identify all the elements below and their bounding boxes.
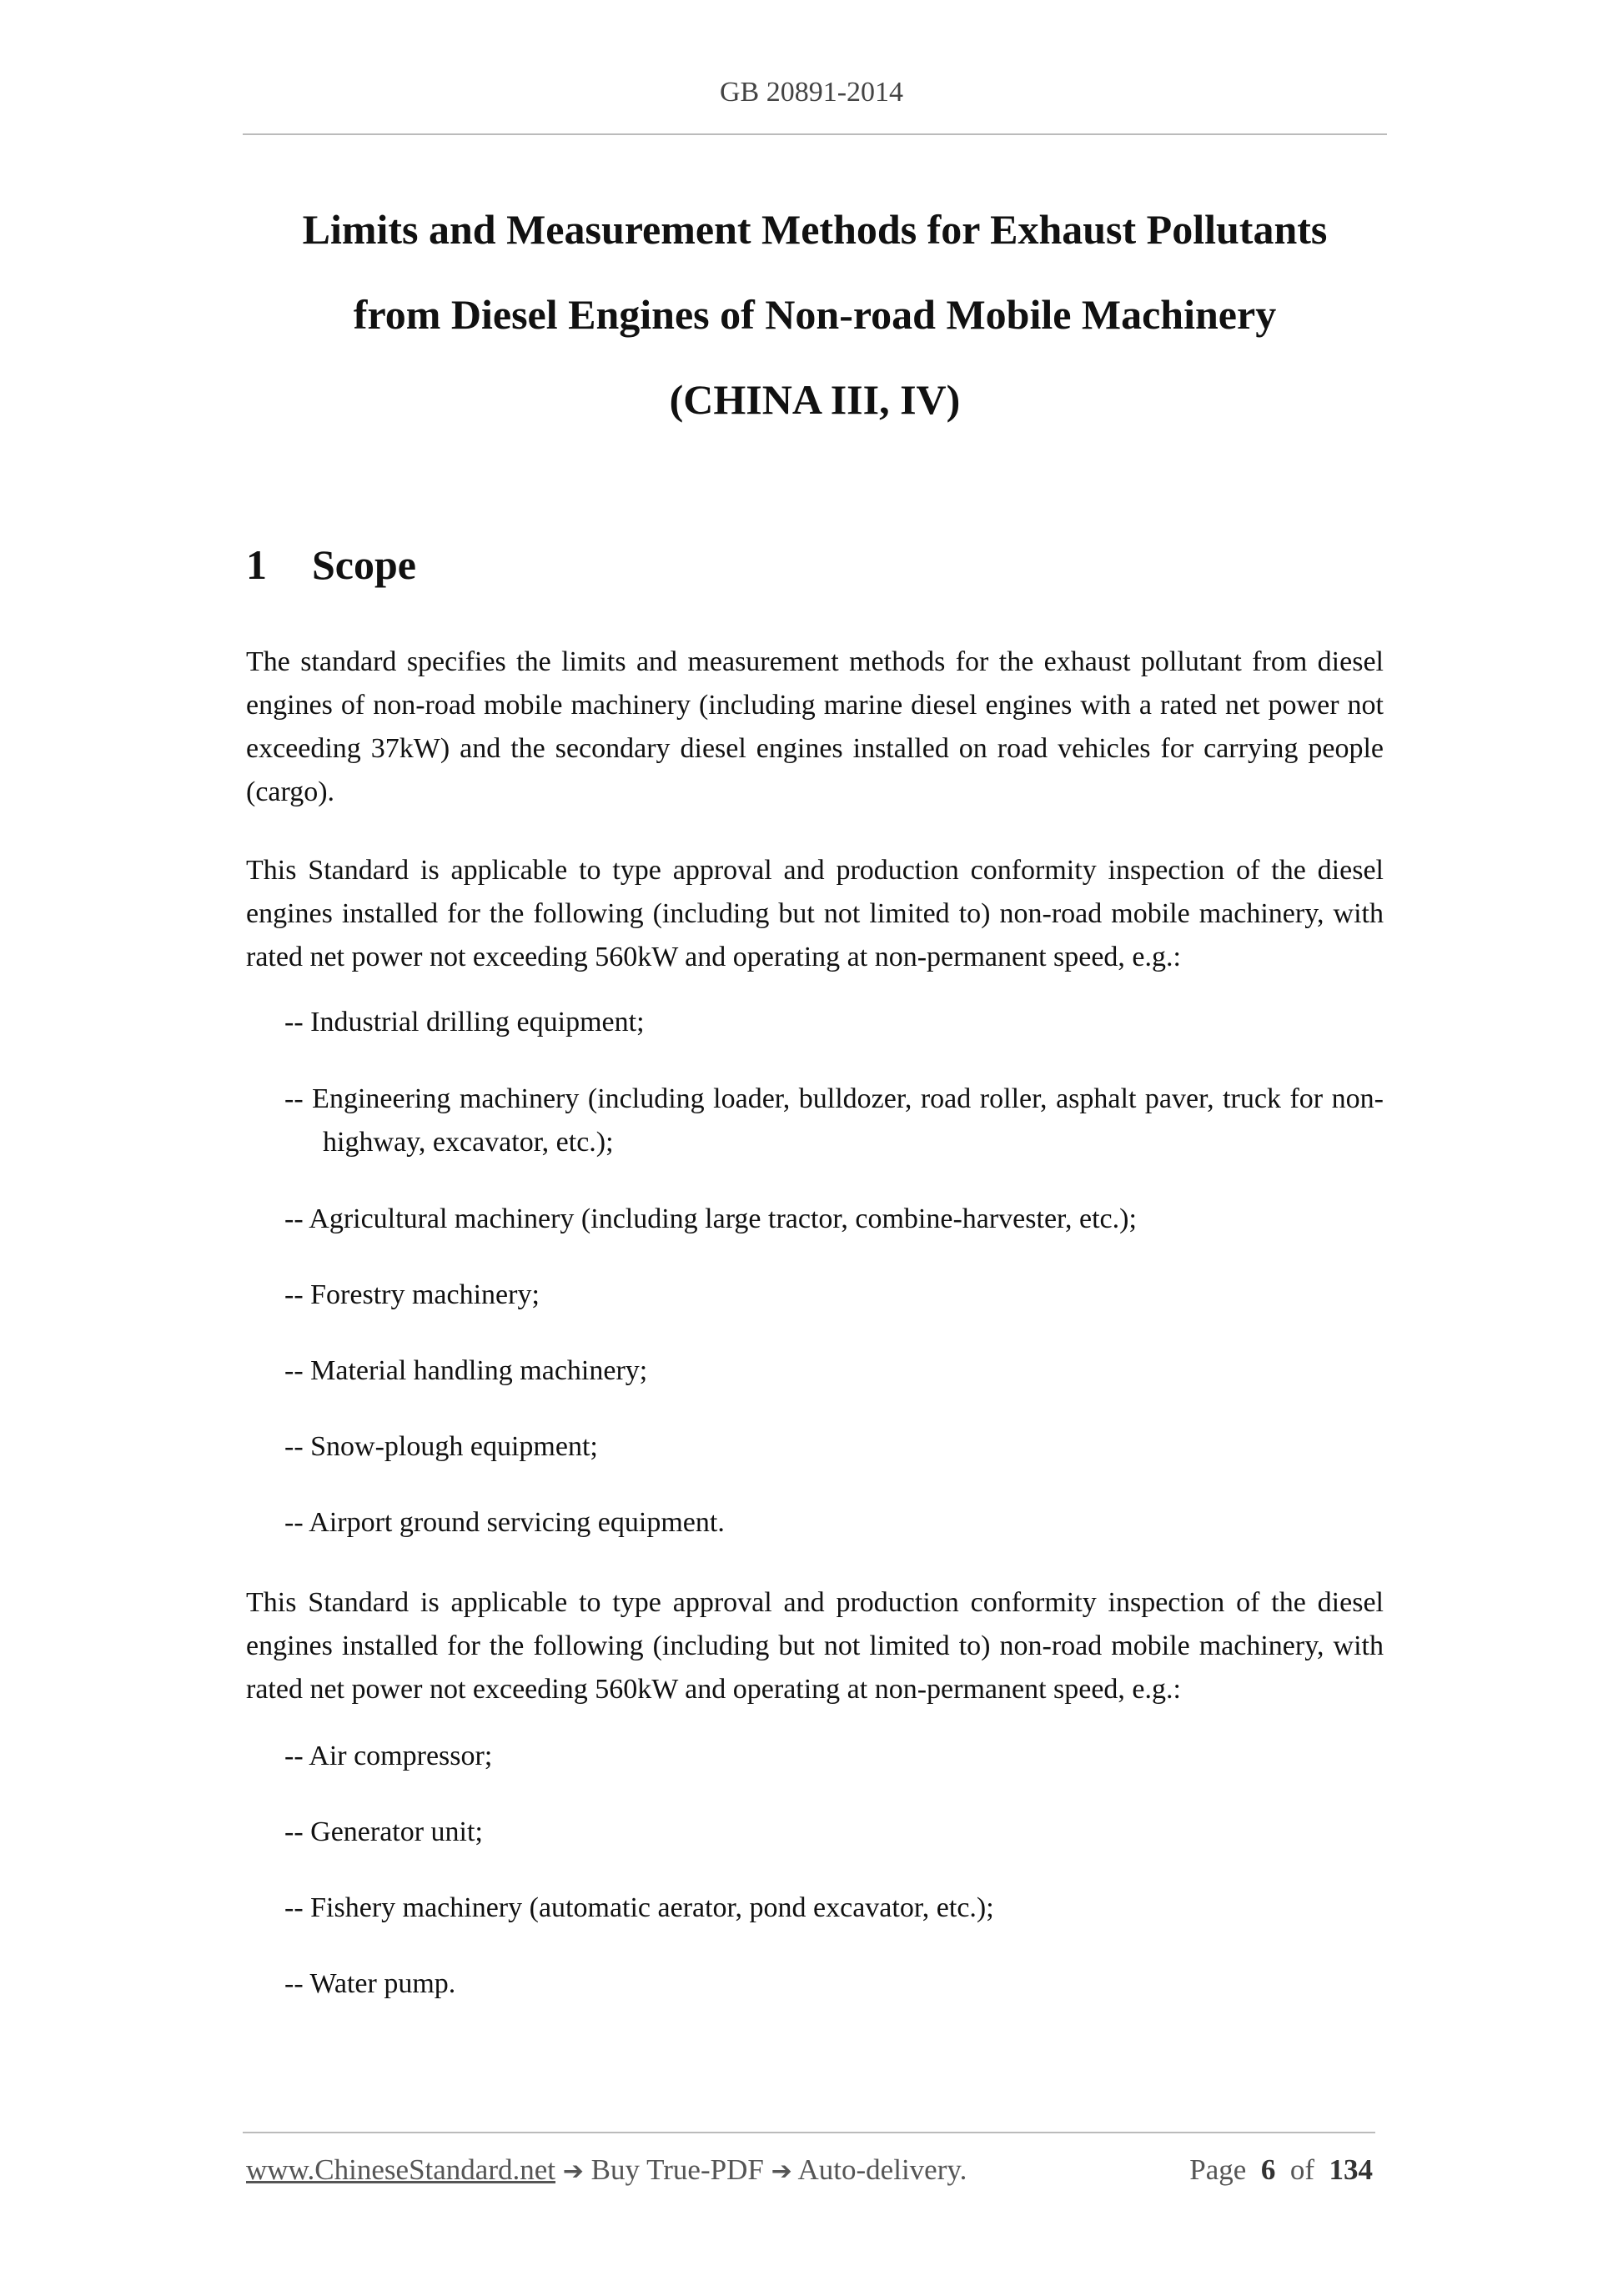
scope-paragraph-1: The standard specifies the limits and measurement methods for the exhaust pollutant from diesel engines of non-road mobile machinery (including marine diesel engines with a rated net power not exceeding 37kW) and the secondary diesel engines installed on road vehicles for carrying people (cargo). [246, 646, 1384, 807]
scope-paragraph-3: This Standard is applicable to type approval and production conformity inspection of the diesel engines installed for the following (including but not limited to) non-road mobile machinery, with rated net power not exceeding 560kW and operating at non-permanent speed, e.g.: [246, 1587, 1384, 1705]
page-of-label: of [1289, 2153, 1314, 2186]
page-indicator [1189, 2153, 1373, 2187]
arrow-right-icon: ➔ [771, 2157, 792, 2186]
document-title-line-1: Limits and Measurement Methods for Exhaust Pollutants [302, 206, 1328, 253]
buy-true-pdf-text: Buy True-PDF [590, 2153, 764, 2186]
arrow-right-icon: ➔ [562, 2157, 584, 2186]
list-item: -- Generator unit; [284, 1816, 483, 1847]
list-item: -- Air compressor; [284, 1741, 493, 1771]
document-header-code: GB 20891-2014 [719, 77, 904, 108]
page-total: 134 [1329, 2153, 1373, 2186]
document-title-line-3: (CHINA III, IV) [669, 376, 961, 423]
list-item: -- Water pump. [284, 1968, 456, 1999]
list-item: -- Forestry machinery; [284, 1279, 540, 1310]
header-divider [243, 133, 1387, 135]
page-label: Page [1189, 2153, 1247, 2186]
page-current: 6 [1260, 2153, 1276, 2186]
auto-delivery-text: Auto-delivery. [797, 2153, 967, 2186]
list-item: -- Material handling machinery; [284, 1355, 648, 1386]
footer-promo [246, 2153, 967, 2187]
document-title-line-2: from Diesel Engines of Non-road Mobile Machinery [353, 291, 1277, 338]
list-item: -- Agricultural machinery (including large tractor, combine-harvester, etc.); [284, 1203, 1137, 1234]
scope-paragraph-2: This Standard is applicable to type approval and production conformity inspection of the diesel engines installed for the following (including but not limited to) non-road mobile machinery, with rated net power not exceeding 560kW and operating at non-permanent speed, e.g.: [246, 855, 1384, 972]
list-item: -- Snow-plough equipment; [284, 1431, 598, 1462]
list-item: -- Airport ground servicing equipment. [284, 1507, 725, 1538]
list-item: -- Industrial drilling equipment; [284, 1007, 645, 1037]
list-item: -- Fishery machinery (automatic aerator, pond excavator, etc.); [284, 1892, 994, 1923]
section-number: 1 [246, 541, 267, 588]
section-title: Scope [312, 541, 416, 588]
footer-divider [243, 2132, 1375, 2133]
list-item: -- Engineering machinery (including loader, bulldozer, road roller, asphalt paver, truck for non-highway, excavator, etc.); [284, 1083, 1384, 1158]
website-link[interactable]: www.ChineseStandard.net [246, 2153, 555, 2186]
section-heading [246, 540, 416, 589]
